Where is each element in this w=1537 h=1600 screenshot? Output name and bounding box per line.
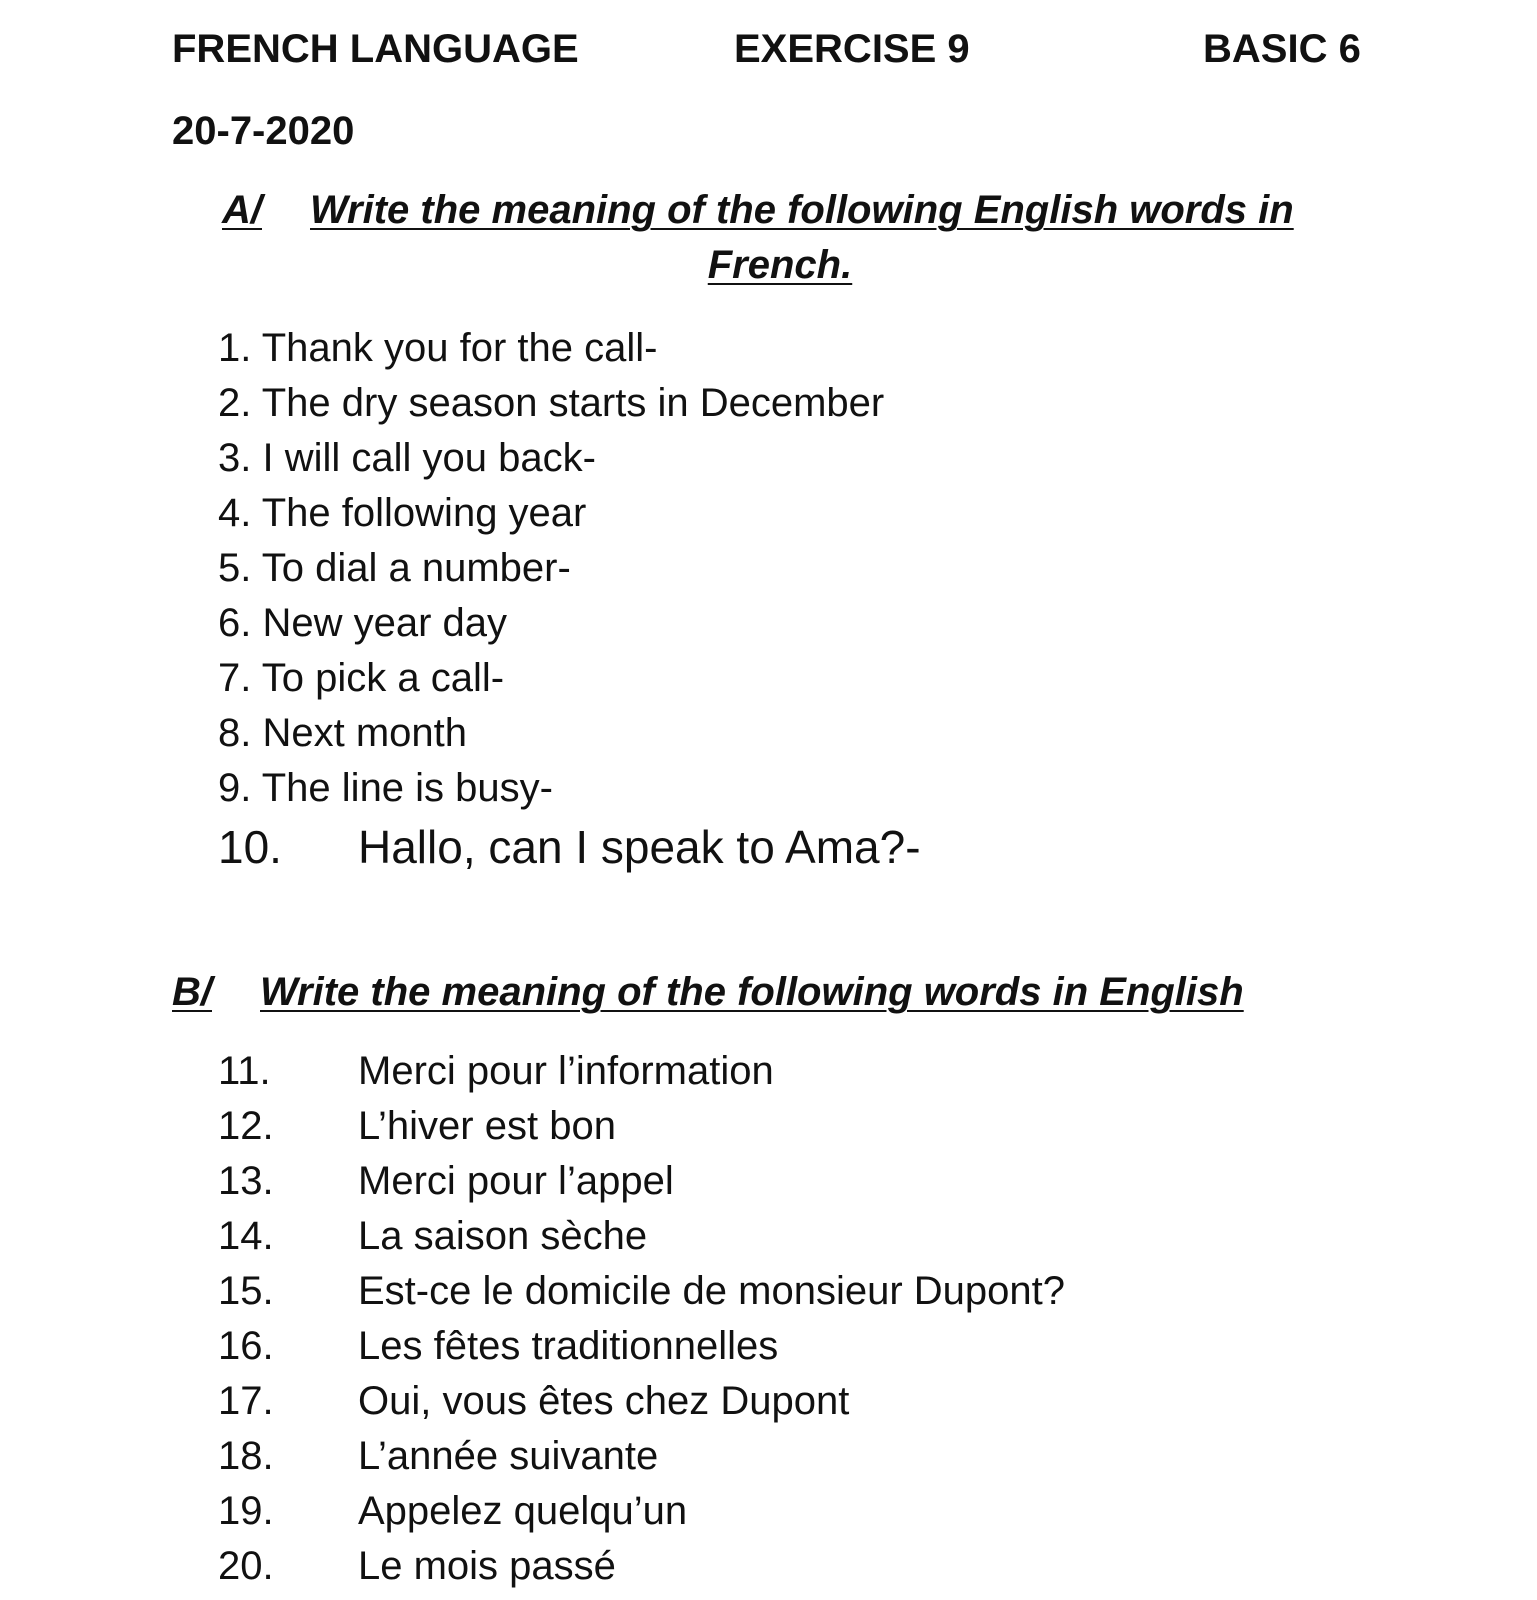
item-number: 5. [218, 546, 252, 590]
list-item [218, 1044, 1065, 1099]
item-number: 15. [218, 1269, 274, 1313]
item-number: 6. [218, 601, 252, 645]
list-item [218, 541, 921, 596]
list-item [218, 816, 921, 878]
item-number: 11. [218, 1049, 271, 1093]
list-item [218, 321, 921, 376]
list-item [218, 1429, 1065, 1484]
list-item [218, 431, 921, 486]
item-number: 3. [218, 436, 252, 480]
worksheet-date: 20-7-2020 [172, 109, 355, 153]
list-item [218, 1374, 1065, 1429]
section-a-label: A/ [222, 188, 262, 232]
item-text: Est-ce le domicile de monsieur Dupont? [358, 1269, 1066, 1313]
section-b-instruction: Write the meaning of the following words in English [260, 970, 1244, 1014]
class-level: BASIC 6 [1203, 27, 1361, 71]
item-text: L’hiver est bon [358, 1104, 616, 1148]
list-item [218, 1484, 1065, 1539]
section-b-label: B/ [172, 970, 212, 1014]
section-b-list [218, 1044, 1065, 1594]
list-item [218, 1099, 1065, 1154]
item-text: I will call you back- [262, 436, 596, 480]
list-item [218, 1264, 1065, 1319]
list-item [218, 1154, 1065, 1209]
item-text: Le mois passé [358, 1544, 616, 1588]
item-text: To dial a number- [261, 546, 571, 590]
list-item [218, 706, 921, 761]
item-text: To pick a call- [261, 656, 505, 700]
item-number: 1. [218, 326, 252, 370]
section-a-list [218, 321, 921, 878]
item-number: 16. [218, 1324, 274, 1368]
item-text: Merci pour l’appel [358, 1159, 674, 1203]
item-number: 17. [218, 1379, 274, 1423]
section-a-heading [222, 183, 1294, 237]
list-item [218, 1319, 1065, 1374]
list-item [218, 596, 921, 651]
item-number: 2. [218, 381, 252, 425]
exercise-title: EXERCISE 9 [734, 27, 970, 71]
item-number: 4. [218, 491, 252, 535]
list-item [218, 486, 921, 541]
item-text: Oui, vous êtes chez Dupont [358, 1379, 850, 1423]
subject-title: FRENCH LANGUAGE [172, 27, 579, 71]
list-item [218, 1539, 1065, 1594]
item-number: 14. [218, 1214, 274, 1258]
item-number: 18. [218, 1434, 274, 1478]
section-b-heading [172, 965, 1244, 1019]
item-number: 12. [218, 1104, 274, 1148]
item-number: 9. [218, 766, 252, 810]
section-a-heading-continued [0, 238, 1537, 292]
list-item [218, 1209, 1065, 1264]
item-number: 7. [218, 656, 252, 700]
item-text: L’année suivante [358, 1434, 659, 1478]
section-a-instruction-line2: French. [707, 243, 853, 287]
item-number: 19. [218, 1489, 274, 1533]
list-item [218, 761, 921, 816]
item-number: 13. [218, 1159, 274, 1203]
item-text: Thank you for the call- [261, 326, 658, 370]
item-text: The dry season starts in December [261, 381, 885, 425]
item-number: 20. [218, 1544, 274, 1588]
item-text: Appelez quelqu’un [358, 1489, 688, 1533]
item-text: Next month [262, 711, 468, 755]
item-text: The following year [261, 491, 587, 535]
item-number: 8. [218, 711, 252, 755]
item-text: Les fêtes traditionnelles [358, 1324, 779, 1368]
item-text: The line is busy- [261, 766, 553, 810]
item-text: La saison sèche [358, 1214, 648, 1258]
list-item [218, 651, 921, 706]
item-text: Hallo, can I speak to Ama?- [358, 821, 921, 873]
list-item [218, 376, 921, 431]
item-text: Merci pour l’information [358, 1049, 774, 1093]
item-text: New year day [262, 601, 508, 645]
section-a-instruction: Write the meaning of the following English words in [310, 188, 1294, 232]
item-number: 10. [218, 821, 282, 873]
